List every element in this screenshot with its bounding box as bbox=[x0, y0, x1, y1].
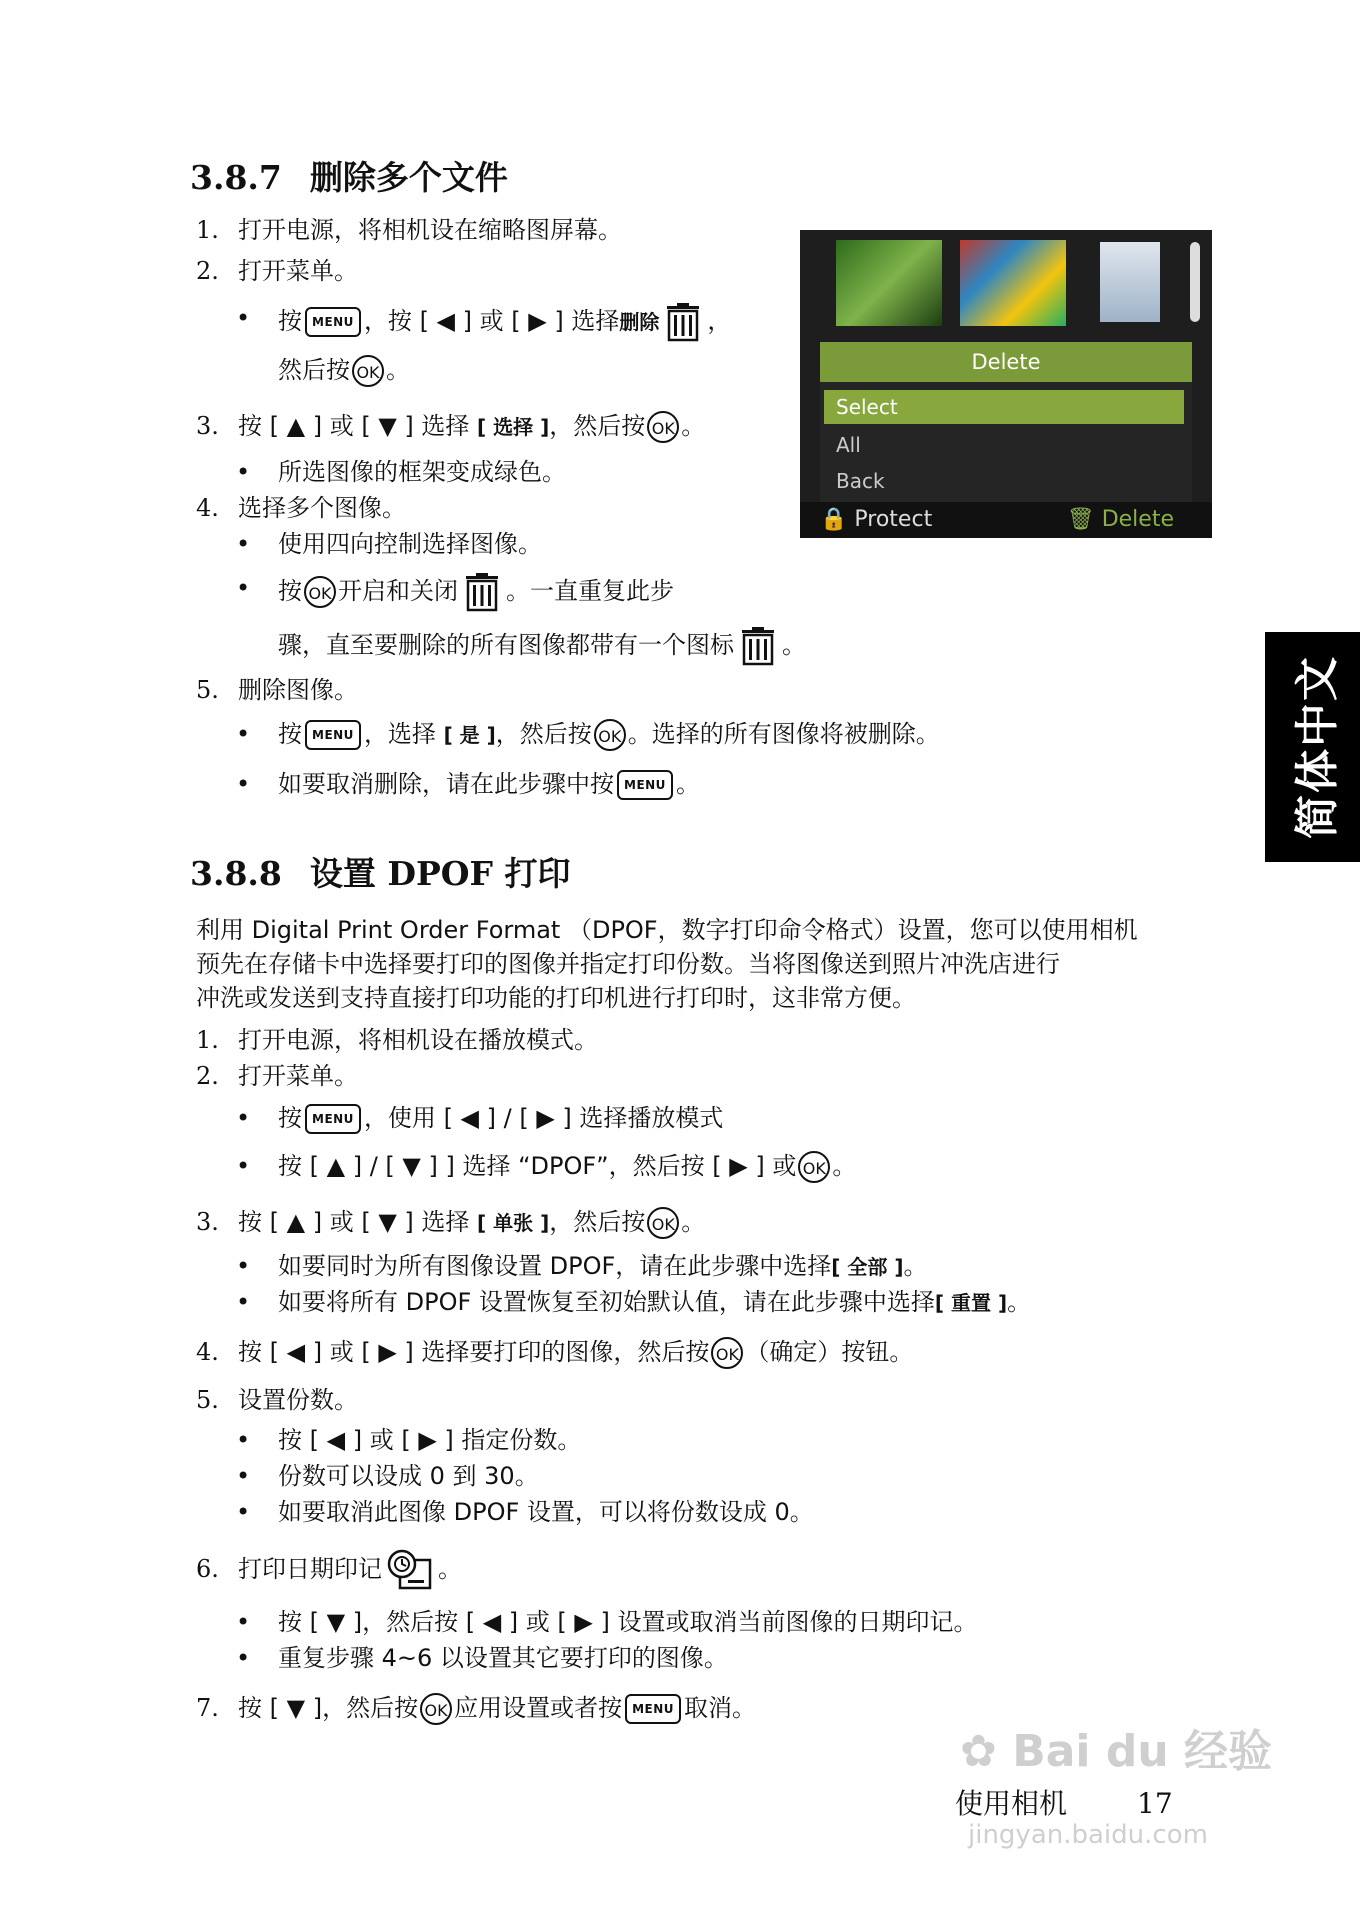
ok-key-icon: OK bbox=[647, 1207, 679, 1239]
text: 按 [ ◀ ] 或 [ ▶ ] 指定份数。 bbox=[278, 1426, 582, 1454]
text: 应用设置或者按 bbox=[454, 1694, 623, 1722]
trash-icon: 🗑 bbox=[1066, 507, 1095, 532]
step-2 bbox=[196, 255, 358, 287]
text: 取消。 bbox=[684, 1694, 757, 1722]
step-1 bbox=[196, 214, 622, 246]
bullet-cancel-delete bbox=[236, 768, 700, 800]
ok-key-icon: OK bbox=[711, 1337, 743, 1369]
menu-key-icon: MENU bbox=[305, 720, 361, 750]
text: 。 bbox=[681, 1208, 706, 1236]
ok-key-icon: OK bbox=[352, 355, 384, 387]
section-number: 3.8.7 bbox=[190, 158, 282, 197]
step-number: 1. bbox=[196, 216, 219, 244]
step-number: 1. bbox=[196, 1026, 219, 1054]
step-text: 打开菜单。 bbox=[238, 257, 358, 285]
step-7 bbox=[196, 1692, 756, 1725]
text: 按 [ ▲ ] 或 [ ▼ ] 选择 bbox=[238, 1208, 470, 1236]
menu-key-icon: MENU bbox=[305, 307, 361, 337]
section-title-dpof bbox=[190, 848, 570, 895]
bullet-select-playback bbox=[236, 1102, 723, 1134]
all-option: [ 全部 ] bbox=[831, 1255, 904, 1279]
section-title-text: 删除多个文件 bbox=[309, 158, 508, 197]
page-number: 17 bbox=[1137, 1787, 1173, 1820]
text: 。 bbox=[782, 631, 806, 659]
footer-chapter: 使用相机 bbox=[955, 1787, 1068, 1820]
bullet-confirm-delete bbox=[236, 718, 940, 751]
text: 如要取消删除，请在此步骤中按 bbox=[278, 770, 614, 798]
delete-hint bbox=[1067, 502, 1174, 538]
step-text: 删除图像。 bbox=[238, 676, 358, 704]
step-text: 打开菜单。 bbox=[238, 1062, 358, 1090]
delete-label: Delete bbox=[1101, 507, 1174, 532]
menu-item-select[interactable]: Select bbox=[824, 390, 1184, 424]
delete-menu-title: Delete bbox=[820, 342, 1192, 382]
menu-item-all[interactable]: All bbox=[836, 433, 861, 457]
bullet-date-stamp bbox=[236, 1606, 977, 1638]
step-2 bbox=[196, 1060, 358, 1092]
text: 骤，直至要删除的所有图像都带有一个图标 bbox=[278, 631, 734, 659]
step-3 bbox=[196, 410, 705, 443]
step-1 bbox=[196, 1024, 598, 1056]
step-number: 7. bbox=[196, 1694, 219, 1722]
step-4 bbox=[196, 1336, 913, 1369]
ok-key-icon: OK bbox=[594, 719, 626, 751]
text: 按 bbox=[278, 307, 302, 335]
protect-label: Protect bbox=[854, 507, 933, 532]
text: 按 bbox=[278, 720, 302, 748]
text: 。选择的所有图像将被删除。 bbox=[627, 720, 940, 748]
bullet-reset bbox=[236, 1286, 1031, 1319]
camera-footer bbox=[800, 502, 1212, 538]
text: ， bbox=[707, 307, 732, 335]
text: 如要同时为所有图像设置 DPOF，请在此步骤中选择 bbox=[278, 1252, 832, 1280]
text: 开启和关闭 bbox=[338, 577, 458, 605]
step-text: 打开电源，将相机设在缩略图屏幕。 bbox=[238, 216, 622, 244]
camera-delete-screen bbox=[800, 230, 1212, 538]
trash-icon bbox=[738, 626, 778, 666]
step-5 bbox=[196, 1384, 358, 1416]
single-option: [ 单张 ] bbox=[477, 1211, 550, 1235]
step-number: 2. bbox=[196, 1062, 219, 1090]
text: ，按 [ ◀ ] 或 [ ▶ ] 选择 bbox=[363, 307, 620, 335]
text: 按 bbox=[278, 1104, 302, 1132]
text: 如要将所有 DPOF 设置恢复至初始默认值，请在此步骤中选择 bbox=[278, 1288, 935, 1316]
bullet-green-frame bbox=[236, 456, 566, 488]
text: 所选图像的框架变成绿色。 bbox=[278, 458, 566, 486]
language-side-tab bbox=[1265, 632, 1360, 862]
step-text: 选择多个图像。 bbox=[238, 494, 406, 522]
step-number: 5. bbox=[196, 1386, 219, 1414]
ok-key-icon: OK bbox=[420, 1693, 452, 1725]
text: 使用四向控制选择图像。 bbox=[278, 530, 542, 558]
bullet-all bbox=[236, 1250, 928, 1283]
bullet-four-way bbox=[236, 528, 542, 560]
step-number: 3. bbox=[196, 1208, 219, 1236]
bullet-continued bbox=[278, 354, 410, 387]
step-6 bbox=[196, 1548, 462, 1592]
text: ，使用 [ ◀ ] / [ ▶ ] 选择播放模式 bbox=[363, 1104, 724, 1132]
page-footer bbox=[955, 1782, 1173, 1822]
ok-key-icon: OK bbox=[647, 411, 679, 443]
bullet-copies-range bbox=[236, 1460, 539, 1492]
text: ，然后按 bbox=[549, 1208, 646, 1236]
text: 。 bbox=[438, 1555, 462, 1583]
bullet-repeat bbox=[236, 1642, 728, 1674]
side-tab-text: 简体中文 bbox=[1291, 655, 1343, 839]
text: （确定）按钮。 bbox=[745, 1338, 914, 1366]
section-title-delete-multiple bbox=[190, 152, 508, 199]
step-4 bbox=[196, 492, 406, 524]
step-number: 5. bbox=[196, 676, 219, 704]
bullet-cancel-dpof bbox=[236, 1496, 814, 1528]
text: 按 [ ▼ ]，然后按 [ ◀ ] 或 [ ▶ ] 设置或取消当前图像的日期印记。 bbox=[278, 1608, 978, 1636]
text: 。 bbox=[1007, 1288, 1032, 1316]
bullet-open-delete bbox=[236, 302, 731, 342]
section-number: 3.8.8 bbox=[190, 854, 282, 893]
step-number: 4. bbox=[196, 494, 219, 522]
step-number: 4. bbox=[196, 1338, 219, 1366]
text: 按 [ ▼ ]，然后按 bbox=[238, 1694, 419, 1722]
photo-thumbnail bbox=[836, 240, 942, 326]
baidu-watermark bbox=[960, 1715, 1272, 1779]
bullet-continued bbox=[278, 626, 806, 666]
date-stamp-icon bbox=[386, 1548, 434, 1592]
intro-paragraph-line: 利用 Digital Print Order Format （DPOF，数字打印命令格式）设置，您可以使用相机 bbox=[196, 916, 1138, 944]
step-number: 6. bbox=[196, 1555, 219, 1583]
step-5 bbox=[196, 674, 358, 706]
step-text: 设置份数。 bbox=[238, 1386, 358, 1414]
text: 。 bbox=[832, 1152, 857, 1180]
menu-key-icon: MENU bbox=[617, 770, 673, 800]
intro-paragraph-line: 预先在存储卡中选择要打印的图像并指定打印份数。当将图像送到照片冲洗店进行 bbox=[196, 950, 1060, 978]
watermark-text: Bai du 经验 bbox=[1012, 1726, 1272, 1777]
select-option: [ 选择 ] bbox=[477, 415, 550, 439]
yes-option: [ 是 ] bbox=[443, 723, 496, 747]
ok-key-icon: OK bbox=[304, 576, 336, 608]
text: ，然后按 bbox=[495, 720, 592, 748]
ok-key-icon: OK bbox=[798, 1151, 830, 1183]
trash-icon bbox=[462, 572, 502, 612]
text: 。 bbox=[903, 1252, 928, 1280]
text: 。一直重复此步 bbox=[506, 577, 674, 605]
step-number: 3. bbox=[196, 412, 219, 440]
text: 份数可以设成 0 到 30。 bbox=[278, 1462, 539, 1490]
paw-icon: ✿ bbox=[960, 1726, 997, 1777]
intro-paragraph-line: 冲洗或发送到支持直接打印功能的打印机进行打印时，这非常方便。 bbox=[196, 984, 916, 1012]
text: 按 [ ▲ ] / [ ▼ ] ] 选择 “DPOF”，然后按 [ ▶ ] 或 bbox=[278, 1152, 797, 1180]
photo-thumbnail bbox=[1100, 242, 1160, 322]
baidu-watermark-url: jingyan.baidu.com bbox=[968, 1820, 1208, 1850]
text: 按 [ ▲ ] 或 [ ▼ ] 选择 bbox=[238, 412, 470, 440]
lock-icon: 🔒 bbox=[820, 507, 848, 532]
text: 。 bbox=[681, 412, 706, 440]
menu-item-back[interactable]: Back bbox=[836, 469, 885, 493]
delete-label: 删除 bbox=[619, 310, 660, 334]
text: 重复步骤 4~6 以设置其它要打印的图像。 bbox=[278, 1644, 728, 1672]
bullet-select-dpof bbox=[236, 1150, 856, 1183]
protect-hint bbox=[820, 502, 932, 538]
menu-key-icon: MENU bbox=[305, 1104, 361, 1134]
section-title-text: 设置 DPOF 打印 bbox=[309, 854, 571, 893]
step-3 bbox=[196, 1206, 705, 1239]
scrollbar bbox=[1190, 242, 1200, 322]
step-number: 2. bbox=[196, 257, 219, 285]
bullet-set-copies bbox=[236, 1424, 581, 1456]
reset-option: [ 重置 ] bbox=[934, 1291, 1008, 1315]
text: 然后按 bbox=[278, 356, 350, 384]
trash-icon bbox=[663, 302, 703, 342]
text: 如要取消此图像 DPOF 设置，可以将份数设成 0。 bbox=[278, 1498, 814, 1526]
text: 按 [ ◀ ] 或 [ ▶ ] 选择要打印的图像，然后按 bbox=[238, 1338, 710, 1366]
bullet-toggle bbox=[236, 572, 674, 612]
text: 按 bbox=[278, 577, 302, 605]
menu-key-icon: MENU bbox=[625, 1694, 681, 1724]
text: ，然后按 bbox=[549, 412, 646, 440]
text: 。 bbox=[675, 770, 700, 798]
text: 打印日期印记 bbox=[238, 1555, 382, 1583]
photo-thumbnail bbox=[960, 240, 1066, 326]
text: ，选择 bbox=[363, 720, 436, 748]
text: 。 bbox=[386, 356, 410, 384]
step-text: 打开电源，将相机设在播放模式。 bbox=[238, 1026, 598, 1054]
